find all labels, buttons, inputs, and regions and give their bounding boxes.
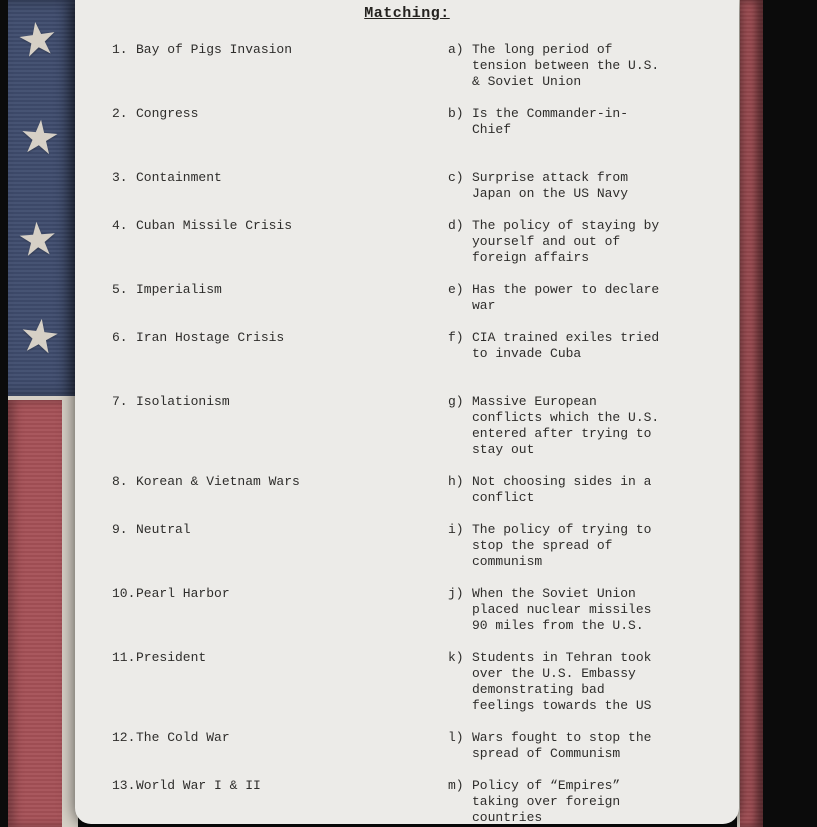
definition-cell xyxy=(448,106,662,138)
pair-definition: Students in Tehran took over the U.S. Embassy demonstrating bad feelings towards the US xyxy=(472,650,652,713)
pair-term: Iran Hostage Crisis xyxy=(136,330,285,345)
flag-star-icon: ★ xyxy=(15,210,61,268)
term-cell xyxy=(112,42,448,90)
pair-definition: Is the Commander-in-Chief xyxy=(472,106,629,137)
pair-letter: c) xyxy=(448,170,464,185)
flag-star-field xyxy=(8,0,78,396)
pair-letter: j) xyxy=(448,586,464,601)
matching-row xyxy=(75,42,739,90)
pair-definition: CIA trained exiles tried to invade Cuba xyxy=(472,330,660,361)
flag-star-icon: ★ xyxy=(16,108,63,166)
definition-cell xyxy=(448,778,662,824)
pair-number: 13. xyxy=(112,778,136,793)
worksheet-title: Matching: xyxy=(364,5,450,22)
pair-definition: The policy of staying by yourself and out of foreign affairs xyxy=(472,218,660,265)
flag-stripes-left xyxy=(8,400,78,827)
term-cell xyxy=(112,282,448,314)
pair-term: Pearl Harbor xyxy=(136,586,230,601)
pair-definition: Has the power to declare war xyxy=(472,282,660,313)
matching-row xyxy=(75,778,739,824)
definition-cell xyxy=(448,474,662,506)
definition-cell xyxy=(448,42,662,90)
pair-letter: i) xyxy=(448,522,464,537)
term-cell xyxy=(112,330,448,362)
flag-background-right xyxy=(737,0,763,827)
pair-number: 8. xyxy=(112,474,128,489)
pair-term: The Cold War xyxy=(136,730,230,745)
pair-definition: Wars fought to stop the spread of Communism xyxy=(472,730,652,761)
pair-term: World War I & II xyxy=(136,778,261,793)
pair-number: 10. xyxy=(112,586,136,601)
matching-row xyxy=(75,474,739,506)
pair-definition: Policy of “Empires” taking over foreign countries xyxy=(472,778,621,824)
definition-cell xyxy=(448,730,662,762)
definition-cell xyxy=(448,330,662,362)
pair-definition: Surprise attack from Japan on the US Navy xyxy=(472,170,629,201)
term-cell xyxy=(112,170,448,202)
matching-row xyxy=(75,282,739,314)
definition-cell xyxy=(448,218,662,266)
pair-number: 2. xyxy=(112,106,128,121)
definition-cell xyxy=(448,394,662,458)
pair-term: Cuban Missile Crisis xyxy=(136,218,293,233)
pair-definition: Not choosing sides in a conflict xyxy=(472,474,652,505)
term-cell xyxy=(112,394,448,458)
term-cell xyxy=(112,474,448,506)
pair-number: 12. xyxy=(112,730,136,745)
pair-definition: The long period of tension between the U.S. & Soviet Union xyxy=(472,42,660,89)
pair-definition: When the Soviet Union placed nuclear missiles 90 miles from the U.S. xyxy=(472,586,652,633)
matching-list xyxy=(75,42,739,824)
flag-background-left xyxy=(8,0,78,827)
term-cell xyxy=(112,730,448,762)
matching-row xyxy=(75,218,739,266)
definition-cell xyxy=(448,522,662,570)
pair-number: 3. xyxy=(112,170,128,185)
pair-letter: h) xyxy=(448,474,464,489)
matching-row xyxy=(75,394,739,458)
pair-letter: b) xyxy=(448,106,464,121)
pair-term: Bay of Pigs Invasion xyxy=(136,42,293,57)
matching-row xyxy=(75,170,739,202)
definition-cell xyxy=(448,586,662,634)
matching-row xyxy=(75,330,739,362)
pair-definition: The policy of trying to stop the spread of communism xyxy=(472,522,652,569)
pair-term: Korean & Vietnam Wars xyxy=(136,474,300,489)
term-cell xyxy=(112,778,448,824)
pair-letter: d) xyxy=(448,218,464,233)
matching-row xyxy=(75,650,739,714)
pair-term: Congress xyxy=(136,106,199,121)
matching-row xyxy=(75,522,739,570)
pair-letter: g) xyxy=(448,394,464,409)
pair-term: Neutral xyxy=(136,522,191,537)
pair-term: Imperialism xyxy=(136,282,222,297)
pair-number: 7. xyxy=(112,394,128,409)
term-cell xyxy=(112,586,448,634)
pair-letter: e) xyxy=(448,282,464,297)
pair-term: President xyxy=(136,650,207,665)
pair-letter: m) xyxy=(448,778,464,793)
pair-letter: k) xyxy=(448,650,464,665)
matching-row xyxy=(75,106,739,138)
term-cell xyxy=(112,106,448,138)
definition-cell xyxy=(448,650,662,714)
term-cell xyxy=(112,650,448,714)
pair-definition: Massive European conflicts which the U.S. entered after trying to stay out xyxy=(472,394,660,457)
pair-term: Containment xyxy=(136,170,222,185)
pair-number: 4. xyxy=(112,218,128,233)
term-cell xyxy=(112,522,448,570)
pair-letter: f) xyxy=(448,330,464,345)
definition-cell xyxy=(448,170,662,202)
worksheet-page xyxy=(75,0,739,824)
flag-star-icon: ★ xyxy=(13,9,62,69)
definition-cell xyxy=(448,282,662,314)
matching-row xyxy=(75,586,739,634)
pair-letter: l) xyxy=(448,730,464,745)
pair-number: 6. xyxy=(112,330,128,345)
pair-letter: a) xyxy=(448,42,464,57)
pair-term: Isolationism xyxy=(136,394,230,409)
pair-number: 11. xyxy=(112,650,136,665)
term-cell xyxy=(112,218,448,266)
matching-row xyxy=(75,730,739,762)
pair-number: 1. xyxy=(112,42,128,57)
flag-star-icon: ★ xyxy=(15,306,64,366)
pair-number: 9. xyxy=(112,522,128,537)
pair-number: 5. xyxy=(112,282,128,297)
